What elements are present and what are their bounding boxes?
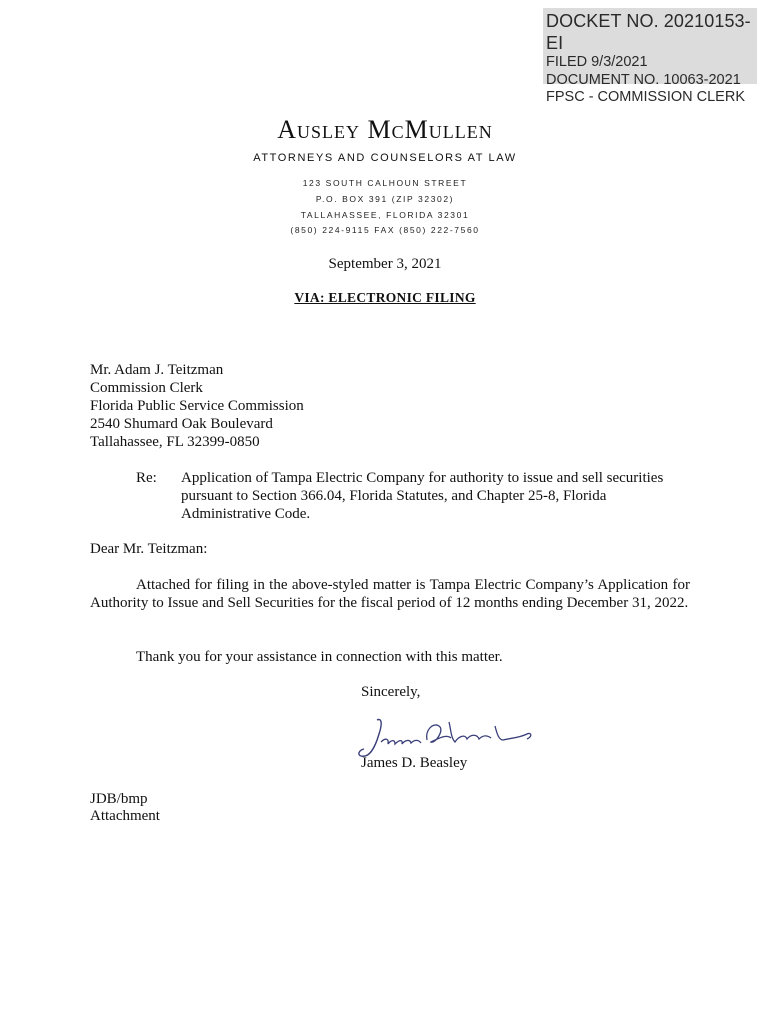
firm-phone: (850) 224-9115 FAX (850) 222-7560	[290, 225, 480, 235]
recipient-block	[90, 361, 304, 451]
recipient-street: 2540 Shumard Oak Boulevard	[90, 416, 273, 432]
thanks-line: Thank you for your assistance in connection with this matter.	[136, 649, 503, 665]
firm-city: TALLAHASSEE, FLORIDA 32301	[300, 210, 470, 220]
salutation: Dear Mr. Teitzman:	[90, 541, 208, 557]
recipient-organization: Florida Public Service Commission	[90, 398, 304, 414]
body-paragraph: Attached for filing in the above-styled matter is Tampa Electric Company’s Application for Authority to Issue and Sell Securities for the fiscal period of 12 months ending December 31, 2022.	[90, 577, 690, 611]
letter-date: September 3, 2021	[328, 256, 442, 272]
document-number: DOCUMENT NO. 10063-2021	[546, 71, 741, 88]
typist-initials: JDB/bmp	[90, 791, 148, 807]
commission-clerk: FPSC - COMMISSION CLERK	[546, 89, 745, 105]
firm-po-box: P.O. BOX 391 (ZIP 32302)	[315, 194, 455, 204]
firm-tagline: ATTORNEYS AND COUNSELORS AT LAW	[253, 152, 517, 164]
enclosure-note: Attachment	[90, 808, 160, 824]
firm-street: 123 SOUTH CALHOUN STREET	[302, 178, 468, 188]
signer-name: James D. Beasley	[361, 755, 468, 771]
re-subject: Application of Tampa Electric Company for authority to issue and sell securities pursuant to Section 366.04, Florida Statutes, and Chapter 25-8, Florida Administrative Code.	[181, 470, 664, 522]
docket-stamp	[543, 8, 757, 105]
closing: Sincerely,	[361, 684, 421, 700]
firm-name: Ausley McMullen	[277, 115, 493, 144]
filed-date: FILED 9/3/2021	[546, 54, 648, 70]
delivery-method: VIA: ELECTRONIC FILING	[294, 290, 476, 305]
docket-number: DOCKET NO. 20210153-EI	[546, 11, 751, 53]
recipient-name: Mr. Adam J. Teitzman	[90, 362, 224, 378]
recipient-title: Commission Clerk	[90, 380, 203, 396]
recipient-city: Tallahassee, FL 32399-0850	[90, 434, 260, 450]
re-label: Re:	[136, 470, 157, 486]
